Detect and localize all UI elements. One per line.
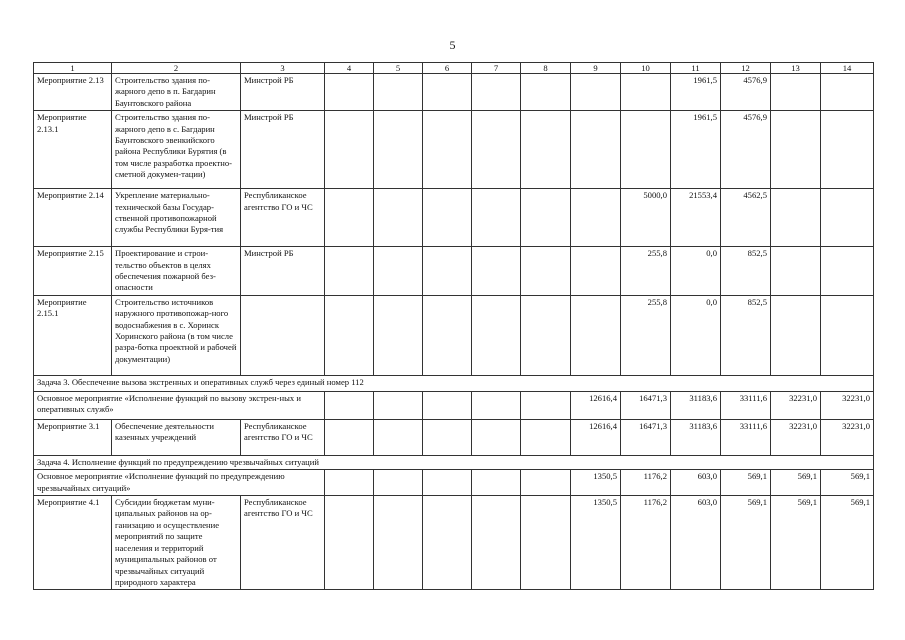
value-col-9: 12616,4	[571, 391, 621, 419]
column-number-8: 8	[521, 63, 571, 74]
responsible-executor: Республиканское агентство ГО и ЧС	[241, 496, 325, 590]
page-number: 5	[449, 38, 456, 52]
value-col-12: 33111,6	[721, 391, 771, 419]
task-title: Задача 4. Исполнение функций по предупреждению чрезвычайных ситуаций	[34, 455, 874, 469]
activity-row	[34, 419, 874, 455]
value-col-12: 852,5	[721, 247, 771, 296]
value-col-11: 603,0	[671, 496, 721, 590]
value-col-4	[325, 74, 374, 111]
value-col-6	[423, 111, 472, 189]
task-title: Задача 3. Обеспечение вызова экстренных и оперативных служб через единый номер 112	[34, 375, 874, 391]
value-col-7	[472, 419, 521, 455]
value-col-6	[423, 247, 472, 296]
value-col-9	[571, 74, 621, 111]
value-col-12: 569,1	[721, 496, 771, 590]
value-col-11: 1961,5	[671, 74, 721, 111]
value-col-7	[472, 111, 521, 189]
value-col-8	[521, 295, 571, 375]
activity-row	[34, 247, 874, 296]
column-number-6: 6	[423, 63, 472, 74]
value-col-7	[472, 74, 521, 111]
responsible-executor: Минстрой РБ	[241, 74, 325, 111]
column-number-4: 4	[325, 63, 374, 74]
value-col-7	[472, 496, 521, 590]
column-number-10: 10	[621, 63, 671, 74]
value-col-10: 16471,3	[621, 419, 671, 455]
responsible-executor: Минстрой РБ	[241, 111, 325, 189]
value-col-6	[423, 295, 472, 375]
value-col-8	[521, 391, 571, 419]
value-col-6	[423, 496, 472, 590]
value-col-9: 12616,4	[571, 419, 621, 455]
value-col-4	[325, 470, 374, 496]
value-col-8	[521, 74, 571, 111]
value-col-5	[374, 419, 423, 455]
value-col-6	[423, 419, 472, 455]
column-number-5: 5	[374, 63, 423, 74]
activity-description: Строительство источников наружного противопожар-ного водоснабжения в с. Хоринск Хоринского района (в том числе разра-ботка проектной и рабочей документации)	[112, 295, 241, 375]
value-col-10: 1176,2	[621, 496, 671, 590]
activity-description: Обеспечение деятельности казенных учреждений	[112, 419, 241, 455]
value-col-6	[423, 470, 472, 496]
value-col-11: 603,0	[671, 470, 721, 496]
value-col-8	[521, 419, 571, 455]
column-number-3: 3	[241, 63, 325, 74]
value-col-14	[821, 74, 874, 111]
task-row	[34, 375, 874, 391]
activity-code: Мероприятие 2.15.1	[34, 295, 112, 375]
value-col-13: 32231,0	[771, 391, 821, 419]
value-col-4	[325, 111, 374, 189]
value-col-14: 569,1	[821, 496, 874, 590]
column-number-13: 13	[771, 63, 821, 74]
value-col-8	[521, 470, 571, 496]
value-col-13	[771, 247, 821, 296]
value-col-11: 31183,6	[671, 391, 721, 419]
activity-code: Мероприятие 2.15	[34, 247, 112, 296]
value-col-14	[821, 247, 874, 296]
activity-description: Строительство здания по-жарного депо в с. Багдарин Баунтовского эвенкийского района Республики Бурятия (в том числе разработка проектно-сметной докумен-тации)	[112, 111, 241, 189]
value-col-9: 1350,5	[571, 496, 621, 590]
responsible-executor: Республиканское агентство ГО и ЧС	[241, 419, 325, 455]
value-col-7	[472, 391, 521, 419]
value-col-4	[325, 419, 374, 455]
activity-code: Мероприятие 2.13	[34, 74, 112, 111]
value-col-7	[472, 295, 521, 375]
value-col-12: 33111,6	[721, 419, 771, 455]
activity-description: Субсидии бюджетам муни-ципальных районов на ор-ганизацию и осуществление мероприятий по защите населения и территорий муниципальных районов от чрезвычайных ситуаций природного характера	[112, 496, 241, 590]
column-number-11: 11	[671, 63, 721, 74]
value-col-10	[621, 74, 671, 111]
value-col-5	[374, 74, 423, 111]
value-col-6	[423, 74, 472, 111]
value-col-12: 569,1	[721, 470, 771, 496]
main-activity-title: Основное мероприятие «Исполнение функций по вызову экстрен-ных и оперативных служб»	[34, 391, 325, 419]
value-col-8	[521, 111, 571, 189]
value-col-10	[621, 111, 671, 189]
value-col-13: 32231,0	[771, 419, 821, 455]
activity-code: Мероприятие 3.1	[34, 419, 112, 455]
task-row	[34, 455, 874, 469]
value-col-12: 4562,5	[721, 189, 771, 247]
activity-code: Мероприятие 4.1	[34, 496, 112, 590]
main-activity-row	[34, 470, 874, 496]
responsible-executor	[241, 295, 325, 375]
budget-table	[33, 62, 874, 590]
value-col-11: 1961,5	[671, 111, 721, 189]
value-col-11: 21553,4	[671, 189, 721, 247]
value-col-5	[374, 189, 423, 247]
value-col-11: 0,0	[671, 295, 721, 375]
value-col-10: 255,8	[621, 295, 671, 375]
value-col-5	[374, 247, 423, 296]
value-col-13: 569,1	[771, 470, 821, 496]
value-col-9	[571, 111, 621, 189]
main-activity-row	[34, 391, 874, 419]
responsible-executor: Республиканское агентство ГО и ЧС	[241, 189, 325, 247]
column-number-2: 2	[112, 63, 241, 74]
value-col-9	[571, 247, 621, 296]
activity-description: Укрепление материально-технической базы Государ-ственной противопожарной службы Республики Буря-тия	[112, 189, 241, 247]
value-col-13	[771, 295, 821, 375]
value-col-13	[771, 74, 821, 111]
value-col-10: 5000,0	[621, 189, 671, 247]
column-number-1: 1	[34, 63, 112, 74]
value-col-11: 0,0	[671, 247, 721, 296]
value-col-10: 16471,3	[621, 391, 671, 419]
value-col-14: 569,1	[821, 470, 874, 496]
main-activity-title: Основное мероприятие «Исполнение функций по предупреждению чрезвычайных ситуаций»	[34, 470, 325, 496]
activity-row	[34, 295, 874, 375]
responsible-executor: Минстрой РБ	[241, 247, 325, 296]
value-col-11: 31183,6	[671, 419, 721, 455]
value-col-5	[374, 111, 423, 189]
value-col-4	[325, 496, 374, 590]
value-col-14	[821, 111, 874, 189]
activity-row	[34, 74, 874, 111]
value-col-4	[325, 391, 374, 419]
value-col-7	[472, 470, 521, 496]
value-col-13: 569,1	[771, 496, 821, 590]
activity-row	[34, 111, 874, 189]
value-col-14	[821, 295, 874, 375]
column-number-7: 7	[472, 63, 521, 74]
activity-row	[34, 496, 874, 590]
value-col-8	[521, 247, 571, 296]
value-col-7	[472, 247, 521, 296]
value-col-9	[571, 189, 621, 247]
value-col-5	[374, 470, 423, 496]
value-col-13	[771, 111, 821, 189]
value-col-14: 32231,0	[821, 419, 874, 455]
value-col-4	[325, 295, 374, 375]
value-col-4	[325, 189, 374, 247]
value-col-12: 852,5	[721, 295, 771, 375]
value-col-7	[472, 189, 521, 247]
value-col-12: 4576,9	[721, 74, 771, 111]
value-col-9: 1350,5	[571, 470, 621, 496]
activity-code: Мероприятие 2.13.1	[34, 111, 112, 189]
value-col-14: 32231,0	[821, 391, 874, 419]
column-number-14: 14	[821, 63, 874, 74]
activity-row	[34, 189, 874, 247]
activity-code: Мероприятие 2.14	[34, 189, 112, 247]
value-col-5	[374, 391, 423, 419]
value-col-14	[821, 189, 874, 247]
value-col-6	[423, 189, 472, 247]
value-col-13	[771, 189, 821, 247]
column-number-12: 12	[721, 63, 771, 74]
activity-description: Проектирование и строи-тельство объектов в целях обеспечения пожарной без-опасности	[112, 247, 241, 296]
value-col-4	[325, 247, 374, 296]
value-col-12: 4576,9	[721, 111, 771, 189]
activity-description: Строительство здания по-жарного депо в п. Багдарин Баунтовского района	[112, 74, 241, 111]
value-col-6	[423, 391, 472, 419]
value-col-8	[521, 496, 571, 590]
column-number-9: 9	[571, 63, 621, 74]
value-col-5	[374, 496, 423, 590]
value-col-8	[521, 189, 571, 247]
value-col-5	[374, 295, 423, 375]
value-col-10: 255,8	[621, 247, 671, 296]
column-number-row	[34, 63, 874, 74]
value-col-9	[571, 295, 621, 375]
value-col-10: 1176,2	[621, 470, 671, 496]
